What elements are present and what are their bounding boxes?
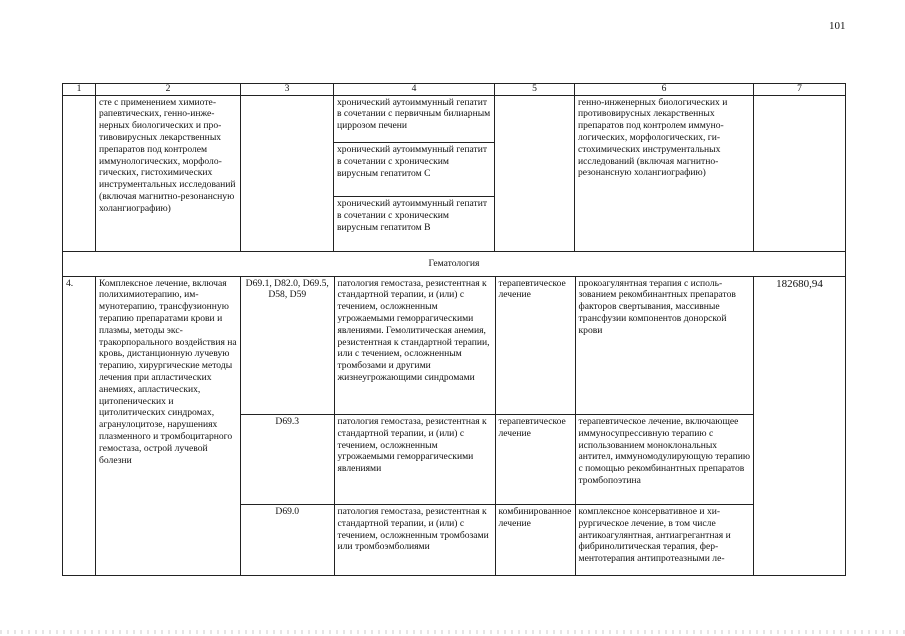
subrow-2-model: патология гемостаза, резистентная к стандартной терапии, и (или) с течением, осложненным угрожаемыми геморрагическими явлениями — [334, 415, 495, 505]
col-header-5: 5 — [495, 84, 575, 96]
subrow-1-model: патология гемостаза, резистентная к стандартной терапии, и (или) с течением, осложненным угрожаемыми геморрагическими явлениями. Гемолитическая анемия, резистентная к стандартной терапии, или с течением, осложненным тромбозами и другими жизнеугрожающими синдромами — [334, 277, 495, 415]
row-4-subrows — [241, 276, 754, 575]
col-header-1: 1 — [63, 84, 96, 96]
continuation-row — [63, 95, 846, 251]
subrow-2-method: терапевтическое лечение, включающее иммуносупрессивную терапию с использованием моноклональных антител, иммуномодулирующую терапию с помощью рекомбинантных препаратов тромбопоэтина — [575, 415, 754, 505]
subrow-1-codes: D69.1, D82.0, D69.5, D58, D59 — [241, 277, 334, 415]
col-header-6: 6 — [575, 84, 754, 96]
subrow-3 — [241, 505, 754, 575]
section-row — [63, 251, 846, 276]
cont-models — [334, 95, 495, 251]
col-header-3: 3 — [241, 84, 334, 96]
subrow-3-codes: D69.0 — [241, 505, 334, 575]
page-number: 101 — [829, 20, 846, 32]
subrow-2-codes: D69.3 — [241, 415, 334, 505]
column-number-row — [63, 84, 846, 96]
subrow-3-model: патология гемостаза, резистентная к стандартной терапии, и (или) с течением, осложненным тромбозами или тромбоэмболиями — [334, 505, 495, 575]
cont-method-name: сте с применением химиотерапевтических, генно-инженерных биологических и противовирусных лекарственных препаратов под контролем иммунологических, морфологических, гистохимических инструментальных исследований (включая магнитно-резонансную холангиографию) — [96, 95, 241, 251]
cont-model-2: хронический аутоиммунный гепатит в сочетании с хроническим вирусным гепатитом C — [334, 143, 494, 197]
subrow-1 — [241, 277, 754, 415]
cont-col1 — [63, 95, 96, 251]
subrow-1-method: прокоагулянтная терапия с использованием рекомбинантных препаратов факторов свертывания, массивные трансфузии компонентов донорской крови — [575, 277, 754, 415]
section-title: Гематология — [63, 251, 846, 276]
cont-codes — [241, 95, 334, 251]
subrow-2 — [241, 415, 754, 505]
subrow-2-type: терапевтическое лечение — [495, 415, 575, 505]
col-header-2: 2 — [96, 84, 241, 96]
subrow-1-type: терапевтическое лечение — [495, 277, 575, 415]
subrow-3-type: комбинированное лечение — [495, 505, 575, 575]
col-header-4: 4 — [334, 84, 495, 96]
row-4-price: 182680,94 — [754, 276, 846, 575]
cont-price — [754, 95, 846, 251]
scan-edge-artifact — [0, 630, 905, 634]
subrow-3-method: комплексное консервативное и хирургическое лечение, в том числе антикоагулянтная, антиагрегантная и фибринолитическая терапия, ферментотерапия антипротеазными ле- — [578, 506, 731, 565]
medical-care-table — [62, 83, 846, 576]
cont-method: генно-инженерных биологических и противовирусных лекарственных препаратов под контролем иммунологических, морфологических, гистохимических инструментальных исследований (включая магнитно-резонансную холангиографию) — [575, 95, 754, 251]
row-number: 4. — [63, 276, 96, 575]
col-header-7: 7 — [754, 84, 846, 96]
row-4 — [63, 276, 846, 575]
cont-model-3: хронический аутоиммунный гепатит в сочетании с хроническим вирусным гепатитом B — [337, 198, 488, 233]
row-4-method-name: Комплексное лечение, включая полихимиотерапию, иммунотерапию, трансфузионную терапию препаратами крови и плазмы, методы экстракорпорального воздействия на кровь, дистанционную лучевую терапию, хирургические методы лечения при апластических анемиях, апластических, цитопенических и цитолитических синдромах, агранулоцитозе, нарушениях плазменного и тромбоцитарного гемостаза, острой лучевой болезни — [96, 276, 241, 575]
cont-type — [495, 95, 575, 251]
cont-model-1: хронический аутоиммунный гепатит в сочетании с первичным билиарным циррозом печени — [334, 96, 494, 143]
